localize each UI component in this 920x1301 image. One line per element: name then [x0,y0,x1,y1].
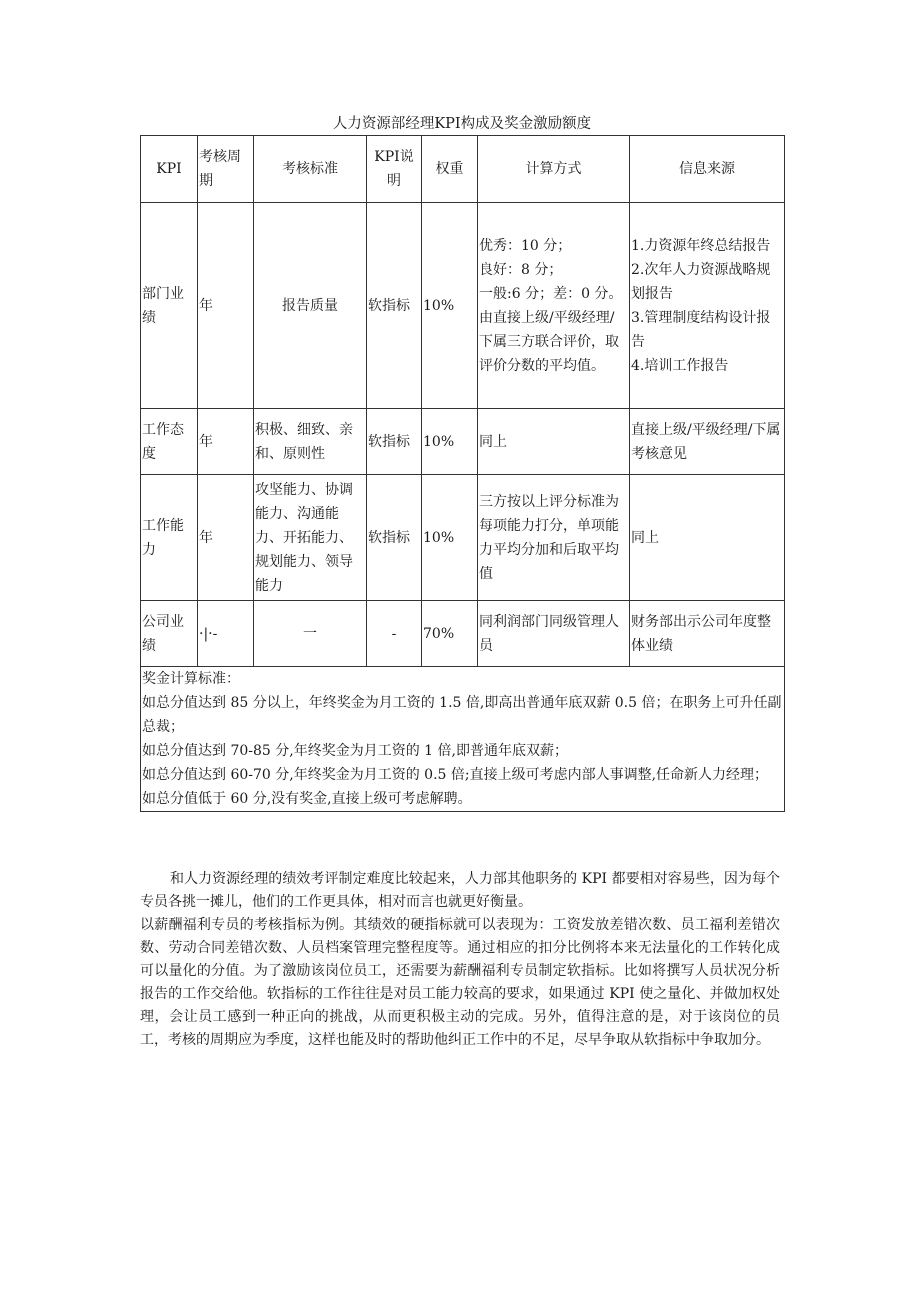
period-cell: ·|·- [198,601,254,667]
table-row [141,601,785,667]
weight-cell: 70% [422,601,478,667]
header-cell: 计算方式 [478,136,630,203]
calc-cell [478,203,630,409]
source-item: 1.力资源年终总结报告 [631,237,771,254]
weight-cell: 10% [422,203,478,409]
header-cell: 考核标准 [254,136,367,203]
standard-cell: 攻坚能力、协调能力、沟通能力、开拓能力、规划能力、领导能力 [254,475,367,601]
kpi-cell: 部门业绩 [141,203,198,409]
source-item: 2.次年人力资源战略规划报告 [631,261,771,302]
period-cell: 年 [198,409,254,475]
bonus-line: 如总分值达到 70-85 分,年终奖金为月工资的 1 倍,即普通年底双薪； [142,743,568,759]
period-cell: 年 [198,475,254,601]
bonus-line: 如总分值达到 60-70 分,年终奖金为月工资的 0.5 倍;直接上级可考虑内部人事调整,任命新人力经理； [142,767,769,783]
header-cell: 权重 [422,136,478,203]
source-cell: 直接上级/平级经理/下属考核意见 [630,409,785,475]
note-cell: 软指标 [367,475,422,601]
standard-cell: 积极、细致、亲和、原则性 [254,409,367,475]
source-cell [630,203,785,409]
calc-line: 良好：8 分； [479,261,563,278]
header-cell: 考核周期 [198,136,254,203]
kpi-table [140,135,785,812]
body-paragraph: 和人力资源经理的绩效考评制定难度比较起来，人力部其他职务的 KPI 都要相对容易些，因为每个专员各挑一摊儿，他们的工作更具体，相对而言也就更好衡量。 [140,871,780,910]
calc-line: 优秀：10 分； [479,237,572,254]
calc-cell: 同利润部门同级管理人员 [478,601,630,667]
note-cell: 软指标 [367,203,422,409]
source-item: 4.培训工作报告 [631,357,729,374]
source-cell: 同上 [630,475,785,601]
note-cell: - [367,601,422,667]
bonus-row [141,667,785,812]
kpi-cell: 工作能力 [141,475,198,601]
calc-line: 由直接上级/平级经理/下属三方联合评价，取评价分数的平均值。 [479,309,619,374]
bonus-line: 如总分值达到 85 分以上，年终奖金为月工资的 1.5 倍,即高出普通年底双薪 0.5 倍；在职务上可升任副总裁； [142,695,782,735]
note-cell: 软指标 [367,409,422,475]
source-cell: 财务部出示公司年度整体业绩 [630,601,785,667]
table-title: 人力资源部经理KPI构成及奖金激励额度 [332,116,592,132]
calc-cell: 同上 [478,409,630,475]
table-row [141,203,785,409]
table-row [141,475,785,601]
kpi-cell: 工作态度 [141,409,198,475]
table-header-row [141,136,785,203]
source-item: 3.管理制度结构设计报告 [631,309,771,350]
kpi-cell: 公司业绩 [141,601,198,667]
weight-cell: 10% [422,409,478,475]
standard-cell: 报告质量 [254,203,367,409]
weight-cell: 10% [422,475,478,601]
period-cell: 年 [198,203,254,409]
calc-line: 一般:6 分；差：0 分。 [479,285,623,302]
bonus-line: 如总分值低于 60 分,没有奖金,直接上级可考虑解聘。 [142,791,472,807]
bonus-cell [141,667,785,812]
body-paragraph: 以薪酬福利专员的考核指标为例。其绩效的硬指标就可以表现为：工资发放差错次数、员工福利差错次数、劳动合同差错次数、人员档案管理完整程度等。通过相应的扣分比例将本来无法量化的工作转化成可以量化的分值。为了激励该岗位员工，还需要为薪酬福利专员制定软指标。比如将撰写人员状况分析报告的工作交给他。软指标的工作往往是对员工能力较高的要求，如果通过 KPI 使之量化、并做加权处理，会让员工感到一种正向的挑战，从而更积极主动的完成。另外，值得注意的是，对于该岗位的员工，考核的周期应为季度，这样也能及时的帮助他纠正工作中的不足，尽早争取从软指标中争取加分。 [140,917,780,1048]
table-row [141,409,785,475]
header-cell: KPI [141,136,198,203]
calc-cell: 三方按以上评分标准为每项能力打分，单项能力平均分加和后取平均值 [478,475,630,601]
bonus-line: 奖金计算标准： [142,671,240,687]
header-cell: 信息来源 [630,136,785,203]
standard-cell: 一 [254,601,367,667]
header-cell: KPI说明 [367,136,422,203]
